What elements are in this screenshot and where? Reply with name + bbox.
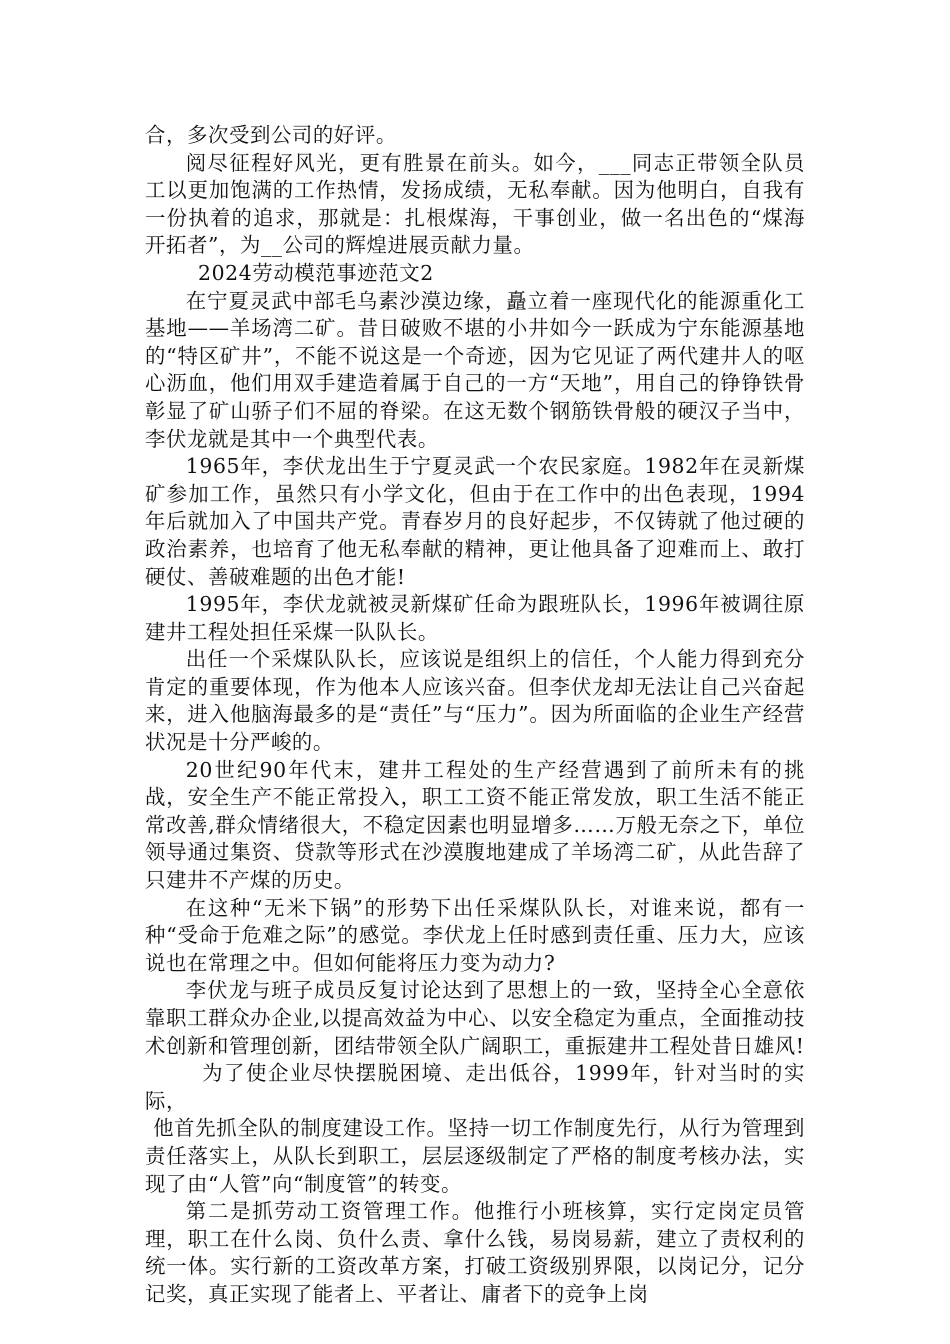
paragraph: 为了使企业尽快摆脱困境、走出低谷，1999年，针对当时的实际， <box>145 1061 805 1113</box>
paragraph: 李伏龙与班子成员反复讨论达到了思想上的一致，坚持全心全意依靠职工群众办企业,以提高效益为中心、以安全稳定为重点，全面推动技术创新和管理创新，团结带领全队广阔职工，重振建井工程处昔日雄风! <box>145 978 805 1058</box>
section-heading: 2024劳动模范事迹范文2 <box>198 260 434 285</box>
document-body <box>145 122 805 1309</box>
paragraph: 1965年，李伏龙出生于宁夏灵武一个农民家庭。1982年在灵新煤矿参加工作，虽然只有小学文化，但由于在工作中的出色表现，1994年后就加入了中国共产党。青春岁月的良好起步，不仅铸就了他过硬的政治素养，也培育了他无私奉献的精神，更让他具备了迎难而上、敢打硬仗、善破难题的出色才能! <box>145 454 805 589</box>
paragraph: 在宁夏灵武中部毛乌素沙漠边缘，矗立着一座现代化的能源重化工基地——羊场湾二矿。昔日破败不堪的小井如今一跃成为宁东能源基地的“特区矿井”，不能不说这是一个奇迹，因为它见证了两代建井人的呕心沥血，他们用双手建造着属于自己的一方“天地”，用自己的铮铮铁骨彰显了矿山骄子们不屈的脊梁。在这无数个钢筋铁骨般的硬汉子当中，李伏龙就是其中一个典型代表。 <box>145 288 805 451</box>
paragraph: 20世纪90年代末，建井工程处的生产经营遇到了前所未有的挑战，安全生产不能正常投入，职工工资不能正常发放，职工生活不能正常改善,群众情绪很大，不稳定因素也明显增多……万般无奈之下，单位领导通过集资、贷款等形式在沙漠腹地建成了羊场湾二矿，从此告辞了只建井不产煤的历史。 <box>145 757 805 893</box>
paragraph: 1995年，李伏龙就被灵新煤矿任命为跟班队长，1996年被调往原建井工程处担任采煤一队队长。 <box>145 592 805 644</box>
paragraph-continuation: 合，多次受到公司的好评。 <box>145 123 397 147</box>
paragraph: 阅尽征程好风光，更有胜景在前头。如今，___同志正带领全队员工以更加饱满的工作热情，发扬成绩，无私奉献。因为他明白，自我有一份执着的追求，那就是：扎根煤海，干事创业，做一名出色的“煤海开拓者”，为__公司的辉煌进展贡献力量。 <box>145 150 805 258</box>
paragraph: 他首先抓全队的制度建设工作。坚持一切工作制度先行，从行为管理到责任落实上，从队长到职工，层层逐级制定了严格的制度考核办法，实现了由“人管”向“制度管”的转变。 <box>145 1116 805 1196</box>
paragraph: 第二是抓劳动工资管理工作。他推行小班核算，实行定岗定员管理，职工在什么岗、负什么责、拿什么钱，易岗易薪，建立了责权利的统一体。实行新的工资改革方案，打破工资级别界限，以岗记分，记分记奖，真正实现了能者上、平者让、庸者下的竞争上岗 <box>145 1199 805 1306</box>
paragraph: 出任一个采煤队队长，应该说是组织上的信任，个人能力得到充分肯定的重要体现，作为他本人应该兴奋。但李伏龙却无法让自己兴奋起来，进入他脑海最多的是“责任”与“压力”。因为所面临的企业生产经营状况是十分严峻的。 <box>145 647 805 755</box>
paragraph: 在这种“无米下锅”的形势下出任采煤队队长，对谁来说，都有一种“受命于危难之际”的感觉。李伏龙上任时感到责任重、压力大，应该说也在常理之中。但如何能将压力变为动力? <box>145 895 805 975</box>
